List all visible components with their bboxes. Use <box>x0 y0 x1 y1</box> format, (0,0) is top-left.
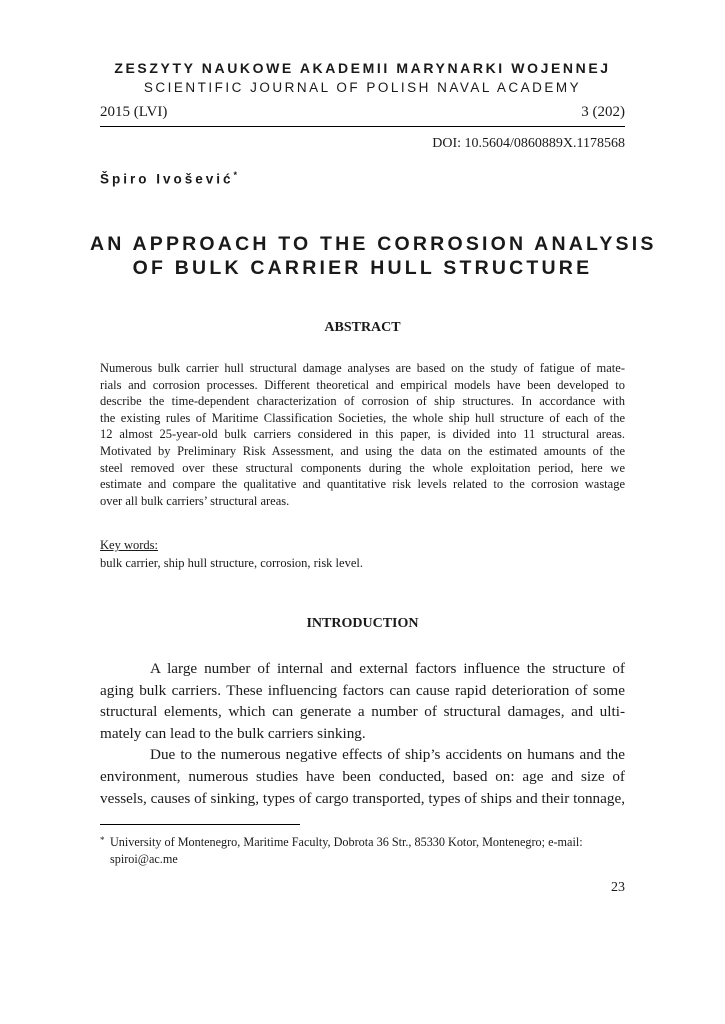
abstract-heading: ABSTRACT <box>324 320 401 335</box>
footnote-mark: * <box>100 835 105 845</box>
page-number: 23 <box>611 880 625 895</box>
abstract-line: describe the time-dependent characterization of corrosion of ship structures. In accordance with <box>100 394 625 409</box>
author <box>100 170 237 187</box>
body-line: mately can lead to the bulk carriers sinking. <box>100 724 366 742</box>
abstract-line: rials and corrosion processes. Different theoretical and empirical models have been developed to <box>100 377 625 392</box>
abstract-line: 12 almost 25-year-old bulk carriers considered in this paper, is divided into 11 structural areas. <box>100 427 625 442</box>
abstract-line: steel removed over these structural components during the whole exploitation period, here we <box>100 460 625 475</box>
abstract-line: Numerous bulk carrier hull structural damage analyses are based on the study of fatigue of mate- <box>100 361 625 375</box>
abstract-line: estimate and compare the qualitative and quantitative risk levels related to the corrosion wastage <box>100 477 625 492</box>
journal-year: 2015 (LVI) <box>100 104 168 120</box>
body-line: A large number of internal and external factors influence the structure of <box>150 660 625 677</box>
abstract-line: Motivated by Preliminary Risk Assessment, and using the data on the estimated amounts of the <box>100 443 625 458</box>
journal-name-polish: ZESZYTY NAUKOWE AKADEMII MARYNARKI WOJENNEJ <box>114 60 611 76</box>
footnote-line: University of Montenegro, Maritime Faculty, Dobrota 36 Str., 85330 Kotor, Montenegro; e-mail: <box>110 835 583 849</box>
abstract-line: over all bulk carriers’ structural areas. <box>100 493 290 508</box>
paper-page <box>90 0 657 1024</box>
author-footnote-mark: * <box>233 170 238 180</box>
title-line-1: AN APPROACH TO THE CORROSION ANALYSIS <box>90 233 657 255</box>
abstract-line: the existing rules of Maritime Classification Societies, the whole ship hull structure of each of the <box>100 410 625 425</box>
abstract-text <box>100 360 625 509</box>
body-line: environment, numerous studies have been conducted, based on: age and size of <box>100 767 625 785</box>
body-line: aging bulk carriers. These influencing factors can cause rapid deterioration of some <box>100 681 625 699</box>
introduction-heading: INTRODUCTION <box>306 616 419 631</box>
footnote-line: spiroi@ac.me <box>110 851 178 866</box>
body-line: structural elements, which can generate a number of structural damages, and ulti- <box>100 703 625 721</box>
body-line: Due to the numerous negative effects of ship’s accidents on humans and the <box>150 746 625 764</box>
journal-name-english: SCIENTIFIC JOURNAL OF POLISH NAVAL ACADEMY <box>143 80 582 95</box>
body-line: vessels, causes of sinking, types of cargo transported, types of ships and their tonnage, <box>100 789 625 807</box>
introduction-text <box>100 658 625 809</box>
keywords-text: bulk carrier, ship hull structure, corrosion, risk level. <box>100 556 363 570</box>
title-line-2: OF BULK CARRIER HULL STRUCTURE <box>132 257 593 279</box>
paper-title <box>90 232 657 280</box>
header-divider <box>100 126 625 127</box>
keywords-label: Key words: <box>100 538 158 552</box>
author-name: Špiro Ivošević <box>100 171 234 187</box>
footnote <box>100 834 625 867</box>
footnote-divider <box>100 824 300 825</box>
doi: DOI: 10.5604/0860889X.1178568 <box>432 136 625 151</box>
journal-issue: 3 (202) <box>581 104 625 120</box>
